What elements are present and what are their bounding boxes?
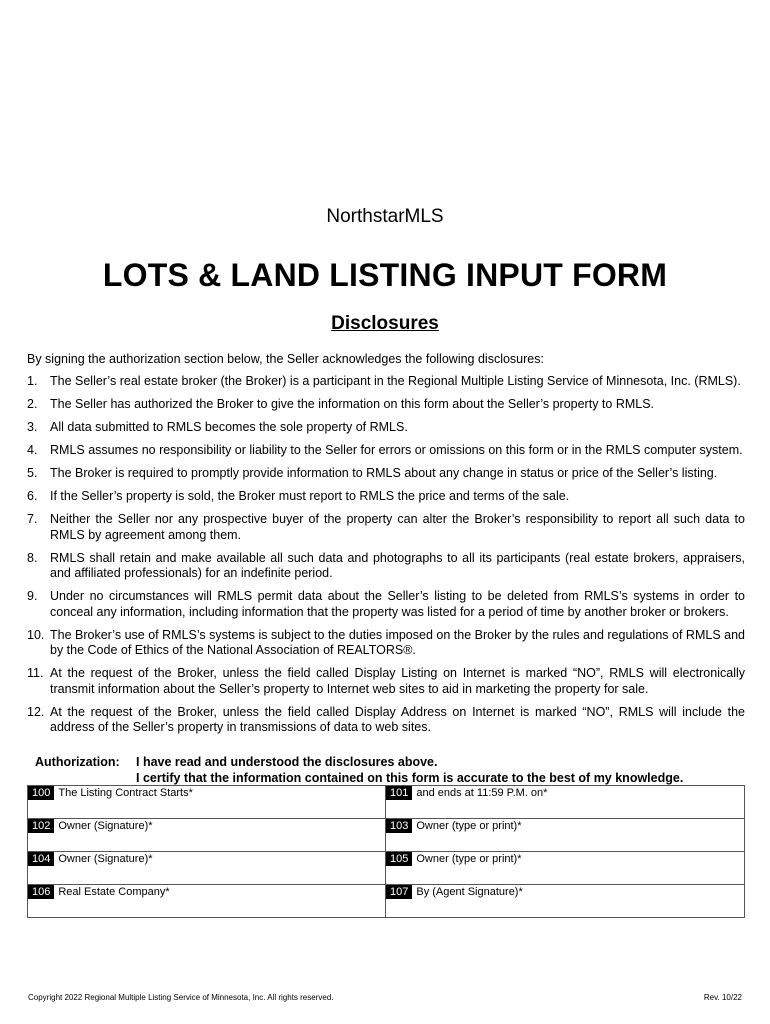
disclosure-item: [27, 512, 745, 551]
revision-label: Rev. 10/22: [703, 993, 742, 1002]
disclosure-text: The Broker’s use of RMLS’s systems is subject to the duties imposed on the Broker by the rules and regulations of RMLS and by the Code of Ethics of the National Association of REALTORS®.: [50, 627, 745, 657]
disclosure-text: The Seller has authorized the Broker to give the information on this form about the Seller’s property to RMLS.: [50, 397, 655, 411]
disclosure-number: 2.: [27, 397, 38, 411]
listing-end-field[interactable]: [386, 786, 744, 818]
agent-signature-field[interactable]: [386, 885, 744, 918]
disclosure-item: [27, 466, 745, 489]
disclosure-item: [27, 443, 745, 466]
authorization-statement-1: I have read and understood the disclosures above.: [136, 755, 438, 769]
owner-print-field-1[interactable]: [386, 819, 744, 851]
form-row: [28, 786, 744, 819]
disclosure-item: [27, 705, 745, 744]
field-label: By (Agent Signature)*: [416, 886, 523, 898]
disclosure-item: [27, 397, 745, 420]
field-number-badge: 107: [386, 885, 412, 899]
disclosure-text: The Seller’s real estate broker (the Broker) is a participant in the Regional Multiple Listing Service of Minnesota, Inc. (RMLS).: [50, 374, 741, 388]
authorization-statement-2: I certify that the information contained on this form is accurate to the best of my knowledge.: [136, 770, 684, 785]
field-label: Real Estate Company*: [58, 886, 170, 898]
disclosure-text: The Broker is required to promptly provide information to RMLS about any change in status or price of the Seller’s listing.: [50, 466, 718, 480]
field-label: Owner (Signature)*: [58, 820, 153, 832]
owner-print-field-2[interactable]: [386, 852, 744, 884]
form-row: [28, 885, 744, 918]
section-heading: Disclosures: [331, 313, 439, 334]
field-label: Owner (Signature)*: [58, 853, 153, 865]
disclosure-number: 6.: [27, 489, 38, 503]
authorization-label: Authorization:: [35, 755, 120, 769]
intro-text: By signing the authorization section below, the Seller acknowledges the following disclosures:: [27, 352, 544, 366]
disclosure-text: All data submitted to RMLS becomes the sole property of RMLS.: [50, 420, 408, 434]
field-number-badge: 101: [386, 786, 412, 800]
disclosure-number: 1.: [27, 374, 38, 388]
disclosure-number: 7.: [27, 512, 38, 526]
disclosure-item: [27, 420, 745, 443]
disclosure-item: [27, 489, 745, 512]
field-label: and ends at 11:59 P.M. on*: [416, 787, 548, 799]
org-name: NorthstarMLS: [326, 206, 444, 227]
signature-form: [27, 785, 745, 918]
disclosure-number: 9.: [27, 589, 38, 603]
disclosure-number: 3.: [27, 420, 38, 434]
field-number-badge: 106: [28, 885, 54, 899]
disclosure-number: 5.: [27, 466, 38, 480]
disclosure-list: [27, 374, 745, 743]
owner-signature-field-1[interactable]: [28, 819, 386, 851]
field-label: The Listing Contract Starts*: [58, 787, 193, 799]
field-number-badge: 102: [28, 819, 54, 833]
field-label: Owner (type or print)*: [416, 820, 522, 832]
disclosure-item: [27, 628, 745, 667]
field-label: Owner (type or print)*: [416, 853, 522, 865]
disclosure-item: [27, 589, 745, 628]
field-number-badge: 105: [386, 852, 412, 866]
disclosure-number: 12.: [27, 704, 45, 719]
disclosure-text: Neither the Seller nor any prospective buyer of the property can alter the Broker’s responsibility to report all such data to RMLS by agreement among them.: [50, 512, 745, 542]
disclosure-text: At the request of the Broker, unless the field called Display Listing on Internet is marked “NO”, RMLS will electronically transmit information about the Seller’s property to Internet web sites to aid in marketing the property for sale.: [50, 666, 745, 696]
disclosure-text: At the request of the Broker, unless the field called Display Address on Internet is marked “NO”, RMLS will include the address of the Seller’s property in transmissions of data to web sites.: [50, 704, 745, 734]
disclosure-number: 4.: [27, 443, 38, 457]
disclosure-item: [27, 666, 745, 705]
form-row: [28, 819, 744, 852]
disclosure-number: 10.: [27, 627, 45, 642]
owner-signature-field-2[interactable]: [28, 852, 386, 884]
real-estate-company-field[interactable]: [28, 885, 386, 918]
disclosure-text: Under no circumstances will RMLS permit data about the Seller’s listing to be deleted from RMLS’s systems in order to conceal any information, including information that the property was listed for a period of time by another broker or brokers.: [50, 589, 745, 619]
disclosure-number: 8.: [27, 550, 38, 565]
disclosure-item: [27, 551, 745, 590]
disclosure-number: 11.: [27, 666, 44, 680]
disclosure-item: [27, 374, 745, 397]
disclosure-text: RMLS shall retain and make available all such data and photographs to all its participants (real estate brokers, appraisers, and affiliated professionals) for an indefinite period.: [50, 550, 745, 580]
field-number-badge: 103: [386, 819, 412, 833]
authorization-block: [35, 755, 755, 786]
copyright-notice: Copyright 2022 Regional Multiple Listing Service of Minnesota, Inc. All rights reserved.: [28, 993, 334, 1002]
page-title: LOTS & LAND LISTING INPUT FORM: [102, 257, 668, 293]
field-number-badge: 104: [28, 852, 54, 866]
listing-start-field[interactable]: [28, 786, 386, 818]
form-row: [28, 852, 744, 885]
disclosure-text: If the Seller’s property is sold, the Broker must report to RMLS the price and terms of the sale.: [50, 489, 570, 503]
disclosure-text: RMLS assumes no responsibility or liability to the Seller for errors or omissions on this form or in the RMLS computer system.: [50, 443, 743, 457]
field-number-badge: 100: [28, 786, 54, 800]
